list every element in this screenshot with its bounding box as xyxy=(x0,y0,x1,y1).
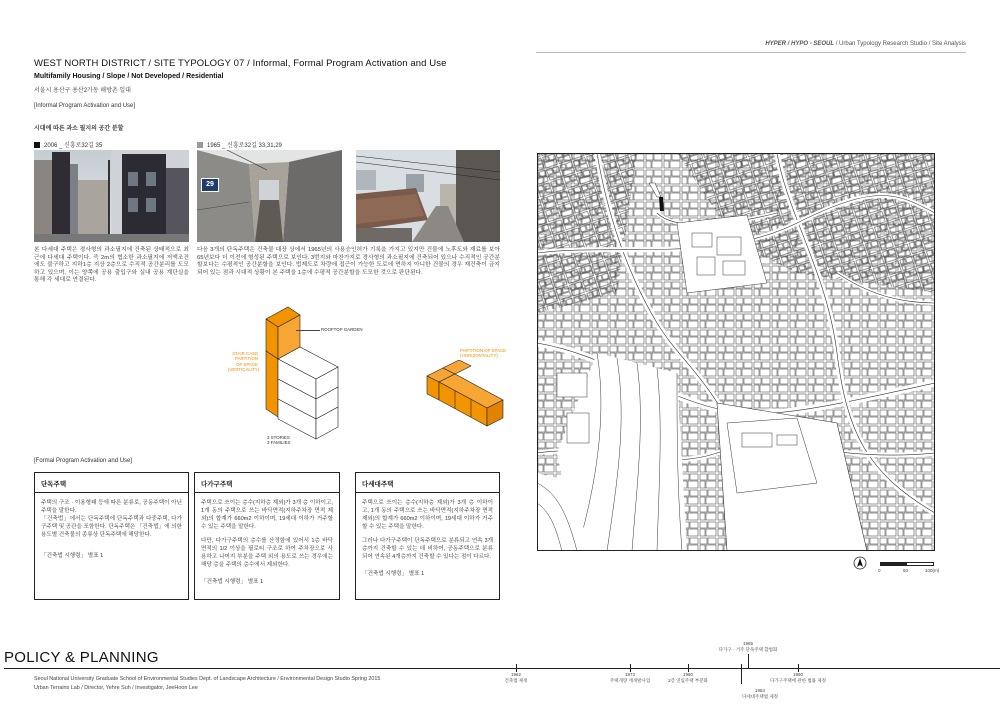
photo-1965-alley-b xyxy=(356,150,500,242)
stories-label: 3 STORIES 3 FAMILIES xyxy=(267,435,291,446)
box-detached-house: 단독주택 주택의 구조 · 이용형태 등에 따른 분류로, 공동주택이 아닌 주택을 말한다. 「건축법」에서는 단독주택에 단독주택과 다중주택, 다가구주택 및 공관을 포함한다. 단독주택은 「건축법」에 의한 용도별 건축물의 종류상 단독주택에 해당한다. 「건축법 시행령」 별표 1 xyxy=(34,472,189,600)
page-title: WEST NORTH DISTRICT / SITE TYPOLOGY 07 / Informal, Formal Program Activation and Use xyxy=(34,58,447,69)
box-multi-household: 다가구주택 주택으로 쓰이는 층수(지하층 제외)가 3개 층 이하이고, 1개 동의 주택으로 쓰는 바닥면적(지하주차장 면적 제외)의 합계가 660m2 이하이며, 19세대 이하가 거주할 수 있는 주택을 말한다. 다만, 다가구주택의 층수를 산정함에 있어서 1층 바닥면적의 1/2 이상을 필로티 구조로 하여 주차장으로 사용하고 나머지 부분을 주택 외의 용도로 쓰는 경우에는 해당 층을 주택의 층수에서 제외한다. 「건축법 시행령」 별표 1 xyxy=(194,472,340,600)
timeline-year-1984: 1984 xyxy=(754,688,766,693)
footer-divider xyxy=(4,668,1000,669)
black-square-icon xyxy=(34,142,40,148)
scale-100: 100(m) xyxy=(925,568,940,573)
timeline-label-1985: 다가구 · 거주 단독주택 합법화 xyxy=(718,647,778,652)
timeline-label-1980: 2층 연립주택 부분화 xyxy=(668,678,708,683)
informal-section-label: [Informal Program Activation and Use] xyxy=(34,103,136,109)
photo2-description: 다음 3개의 단독주택은 건축물 대장 상에서 1965년의 사용승인허가 기록을 가지고 있지만 건물에 노후도와 재료를 보아 65년보다 더 이전에 형성된 주택으로 보인다. 3번지와 마찬가지로 경사형의 과소필지에 건축되어 있으나 수직적인 공간분할보다는 수평적인 공간분할을 보인다. 법제도로 차량에 접근이 가능한 도로에 면하지 아니한 건물의 경우 재건축이 금지되어 있는 점과 시대적 상황이 본 주택을 1층에 수평적 공간분할을 도모한 것으로 판단된다. xyxy=(197,247,500,276)
timeline-year-1985: 1985 xyxy=(742,641,754,646)
gray-square-icon xyxy=(197,142,203,148)
photo1-description: 본 다세대 주택은 경사형의 과소필지에 건축된 상태적으로 최근에 다세대 주택이다. 즉 2m의 협소한 과소필지에 저액조건에도 불구하고 지하1층 지상 2층으로 수직적 공간분리를 도모하고 있으며, 이는 양쪽에 공용 출입구와 실내 공용 계단실을 통해 각 세대로 연결된다. xyxy=(34,247,189,284)
photo-2006-house xyxy=(34,150,189,242)
timeline-label-1962: 건축법 제정 xyxy=(504,678,528,683)
timeline-year-1973: 1973 xyxy=(624,672,636,677)
timeline-marker-1985 xyxy=(748,654,749,668)
horizontal-partition-label: PARTITION OF SPACE (HORIZONTALITY) xyxy=(460,348,507,359)
page-subtitle: Multifamily Housing / Slope / Not Developed / Residential xyxy=(34,73,224,80)
photo2-label: 1965 _ 신흥로32길 33,31,29 xyxy=(197,140,282,149)
scale-bar xyxy=(880,562,934,566)
horizontal-partition-diagram xyxy=(423,360,513,440)
stair-case-label: STAIR CASE PARTITION OF SPACE (VERTICALITY) xyxy=(228,351,260,373)
timeline-year-1990: 1990 xyxy=(792,672,804,677)
address: 서울시 용산구 용산2가동 해방촌 일대 xyxy=(34,88,131,94)
timeline-year-1962: 1962 xyxy=(510,672,522,677)
scale-0: 0 xyxy=(878,568,881,573)
timeline-label-1984: 다세대주택법 제정 xyxy=(741,694,779,699)
box-multiplex: 다세대주택 주택으로 쓰이는 층수(지하층 제외)가 3개 층 이하이고, 1개 동의 주택으로 쓰는 바닥면적(지하주차장 면적 제외)의 합계가 660m2 이하이며, 19세대 이하가 거주할 수 있는 주택을 말한다. 그러나 다가구주택이 단독주택으로 분류되고 연속 3개층까지 건축할 수 있는 데 비하여, 공동주택으로 분류되어 연속된 4개층까지 건축할 수 있다는 점이 다르다. 「건축법 시행령」 별표 1 xyxy=(355,472,500,600)
timeline-label-1990: 다가구주택에 관한 법률 제정 xyxy=(770,678,826,683)
photo1-label: 2006 _ 신흥로32길 35 xyxy=(34,140,102,149)
address-plate: 29 xyxy=(201,178,219,192)
formal-section-label: [Formal Program Activation and Use] xyxy=(34,458,133,464)
section-heading: 시대에 따른 과소 필지의 공간 분할 xyxy=(34,126,124,132)
rooftop-garden-label: ROOFTOP GARDEN xyxy=(321,327,363,332)
timeline-label-1973: 주택개량 재개발사업 xyxy=(609,678,651,683)
header-studio: HYPER / HYPO - SEOUL / Urban Typology Research Studio / Site Analysis xyxy=(765,41,966,47)
credits-line-2: Urban Terrains Lab / Director, Yehre Suh / Investigator, JeeHoon Lee xyxy=(34,685,198,691)
north-arrow-icon xyxy=(853,556,867,570)
credits-line-1: Seoul National University Graduate School of Environmental Studies Dept. of Landscape Architecture / Environmental Design Studio Spring 2015 xyxy=(34,676,381,682)
site-map xyxy=(537,153,935,551)
timeline-marker-1984 xyxy=(741,664,742,684)
photo-1965-alley-a xyxy=(197,150,342,242)
timeline-year-1980: 1980 xyxy=(682,672,694,677)
policy-title: POLICY & PLANNING xyxy=(4,649,159,666)
rooftop-leader xyxy=(296,330,320,331)
scale-50: 50 xyxy=(903,568,909,573)
header-divider xyxy=(536,52,966,53)
